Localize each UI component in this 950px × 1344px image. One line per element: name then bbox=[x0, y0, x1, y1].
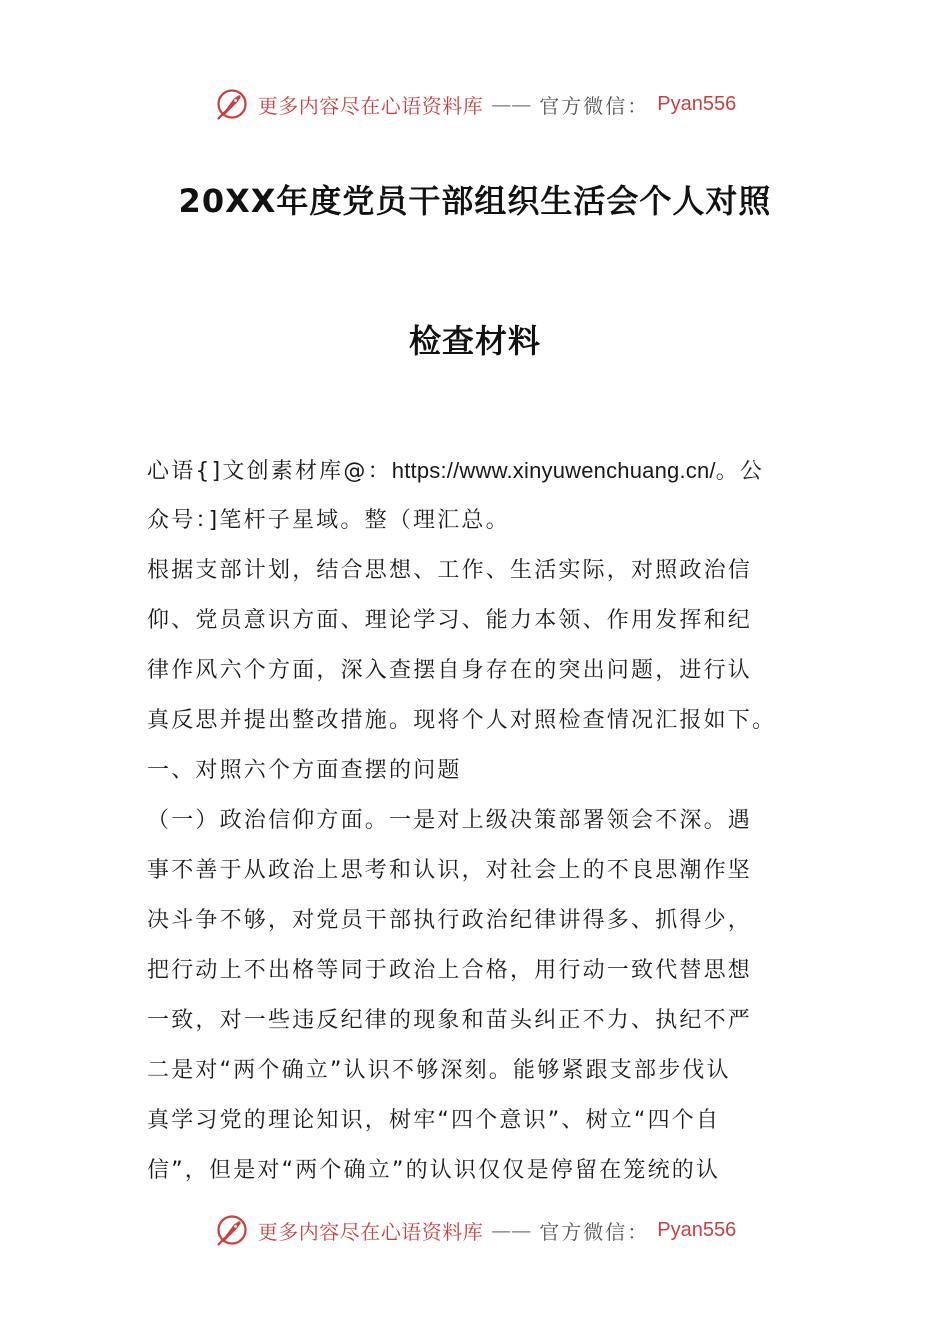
banner-official-label: 官方微信： bbox=[539, 1219, 650, 1244]
body-line: 仰、党员意识方面、理论学习、能力本领、作用发挥和纪 bbox=[147, 608, 753, 633]
body-line: 信”，但是对“两个确立”的认识仅仅是停留在笼统的认 bbox=[147, 1158, 721, 1183]
body-line: 真学习党的理论知识，树牢“四个意识”、树立“四个自 bbox=[147, 1108, 721, 1133]
body-line: （一）政治信仰方面。一是对上级决策部署领会不深。遇 bbox=[147, 808, 753, 833]
banner-dash: —— bbox=[491, 1218, 532, 1242]
body-line: 事不善于从政治上思考和认识，对社会上的不良思潮作坚 bbox=[147, 858, 753, 883]
source-suffix: 。公 bbox=[715, 459, 765, 484]
pen-nib-logo-icon bbox=[214, 1212, 250, 1248]
body-line: 律作风六个方面，深入查摆自身存在的突出问题，进行认 bbox=[147, 658, 753, 683]
source-url: https://www.xinyuwenchuang.cn/ bbox=[391, 458, 716, 483]
body-line bbox=[147, 446, 807, 496]
document-body bbox=[147, 446, 807, 1196]
body-line: 众号：]笔杆子星域。整（理汇总。 bbox=[147, 508, 510, 533]
banner-text: 更多内容尽在心语资料库 bbox=[257, 93, 484, 118]
banner-official-label: 官方微信： bbox=[539, 93, 650, 118]
section-heading: 一、对照六个方面查摆的问题 bbox=[147, 758, 462, 783]
body-line: 把行动上不出格等同于政治上合格，用行动一致代替思想 bbox=[147, 958, 753, 983]
body-line: 真反思并提出整改措施。现将个人对照检查情况汇报如下。 bbox=[147, 708, 777, 733]
body-line: 决斗争不够，对党员干部执行政治纪律讲得多、抓得少， bbox=[147, 908, 753, 933]
pen-nib-logo-icon bbox=[214, 86, 250, 122]
body-line: 根据支部计划，结合思想、工作、生活实际，对照政治信 bbox=[147, 558, 753, 583]
body-line: 一致，对一些违反纪律的现象和苗头纠正不力、执纪不严 bbox=[147, 1008, 753, 1033]
document-title-line-2: 检查材料 bbox=[408, 322, 541, 360]
body-line: 二是对“两个确立”认识不够深刻。能够紧跟支部步伐认 bbox=[147, 1058, 731, 1083]
document-title-line-1: 20XX年度党员干部组织生活会个人对照 bbox=[178, 182, 772, 220]
banner-dash: —— bbox=[491, 92, 532, 116]
source-prefix: 心语{]文创素材库@： bbox=[147, 459, 392, 484]
footer-banner bbox=[0, 1208, 950, 1252]
banner-wechat-id: Pyan556 bbox=[657, 1218, 737, 1241]
banner-wechat-id: Pyan556 bbox=[657, 92, 737, 115]
banner-text: 更多内容尽在心语资料库 bbox=[257, 1219, 484, 1244]
header-banner bbox=[0, 82, 950, 126]
